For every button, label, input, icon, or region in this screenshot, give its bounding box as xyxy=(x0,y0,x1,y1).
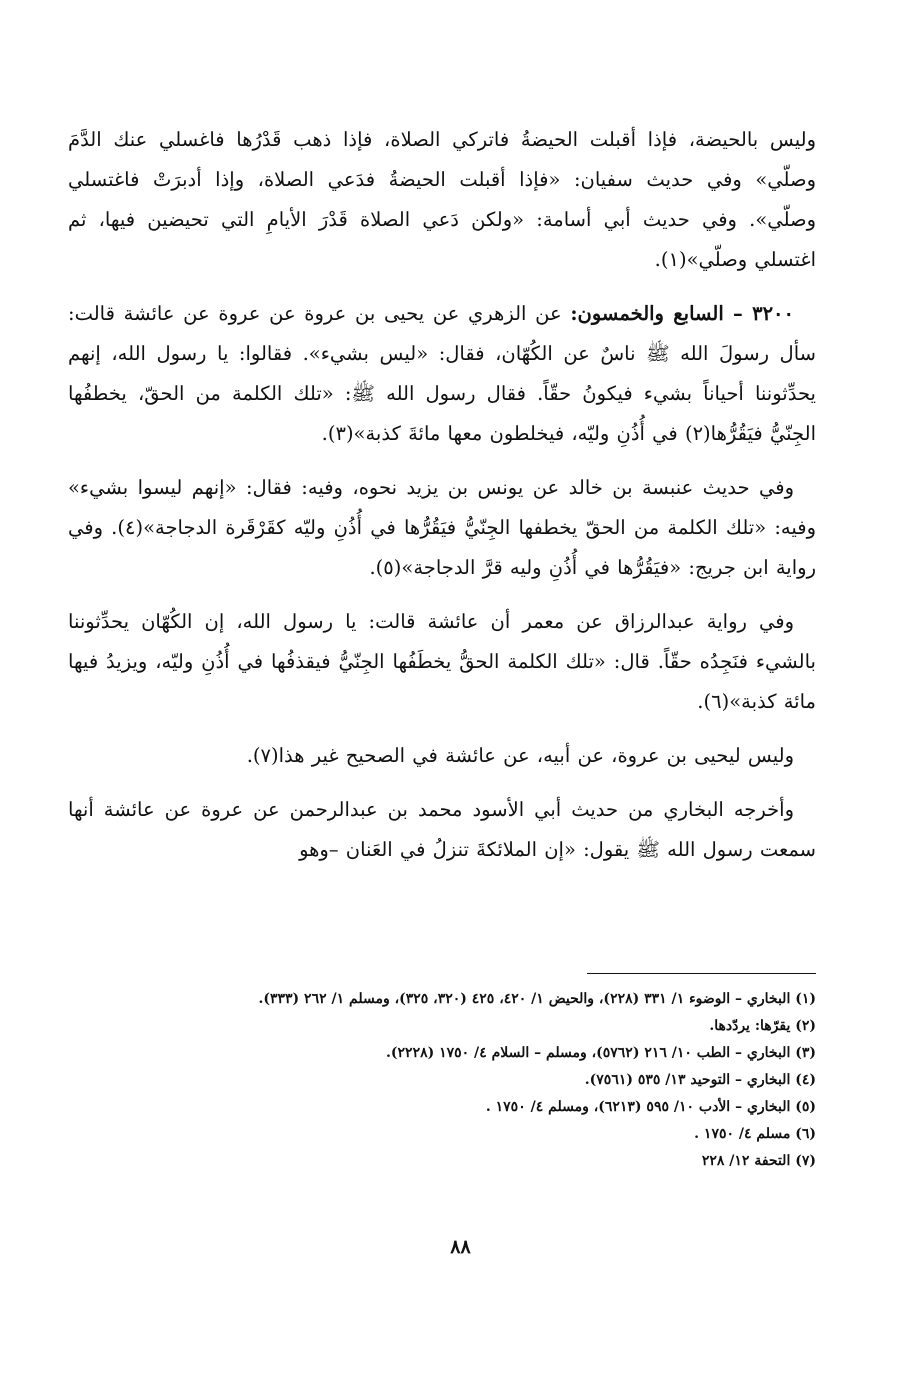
paragraph-5 xyxy=(68,736,816,776)
paragraph-text: وفي رواية عبدالرزاق عن معمر أن عائشة قالت: يا رسول الله، إن الكُهّان يحدِّثوننا بالشيء فنَجِدُه حقّاً. قال: «تلك الكلمة الحقُّ يخطَفُها الجِنّيُّ فيقذفُها في أُذُنِ وليّه، ويزيدُ فيها مائة كذبة»(٦). xyxy=(68,610,816,713)
page-number: ٨٨ xyxy=(450,1236,471,1258)
paragraph-text: عن الزهري عن يحيى بن عروة عن عروة عن عائشة قالت: سأل رسولَ الله ﷺ ناسٌ عن الكُهّان، فقال: «ليس بشيء». فقالوا: يا رسول الله، إنهم يحدِّثوننا أحياناً بشيء فيكونُ حقّاً. فقال رسول الله ﷺ: «تلك الكلمة من الحقّ، يخطفُها الجِنّيُّ فيَقُرُّها(٢) في أُذُنِ وليّه، فيخلطون معها مائةَ كذبة»(٣). xyxy=(68,302,816,445)
paragraph-3 xyxy=(68,468,816,588)
paragraph-text: وأخرجه البخاري من حديث أبي الأسود محمد بن عبدالرحمن عن عروة عن عائشة أنها سمعت رسول الله ﷺ يقول: «إن الملائكةَ تنزلُ في العَنان –وهو xyxy=(68,798,816,861)
paragraph-text: وليس بالحيضة، فإذا أقبلت الحيضةُ فاتركي الصلاة، فإذا ذهب قَدْرُها فاغسلي عنك الدَّمَ وصلّي» وفي حديث سفيان: «فإذا أقبلت الحيضةُ فدَعي الصلاة، وإذا أدبرَتْ فاغتسلي وصلّي». وفي حديث أبي أسامة: «ولكن دَعي الصلاة قَدْرَ الأيامِ التي تحيضين فيها، ثم اغتسلي وصلّي»(١). xyxy=(68,128,816,271)
footnote-4: (٤) البخاري – التوحيد ١٣/ ٥٣٥ (٧٥٦١). xyxy=(584,1072,816,1088)
footnote-3: (٣) البخاري – الطب ١٠/ ٢١٦ (٥٧٦٢)، ومسلم – السلام ٤/ ١٧٥٠ (٢٢٢٨). xyxy=(386,1045,816,1061)
footnote-6: (٦) مسلم ٤/ ١٧٥٠ . xyxy=(694,1126,816,1142)
footnotes xyxy=(68,986,816,1175)
footnote-separator xyxy=(587,973,816,974)
footnote-2: (٢) يقرّها: يردّدها. xyxy=(709,1018,816,1034)
footnote-7: (٧) التحفة ١٢/ ٢٢٨ xyxy=(701,1153,816,1169)
paragraph-6 xyxy=(68,790,816,870)
paragraph-1 xyxy=(68,120,816,280)
paragraph-4 xyxy=(68,602,816,722)
footnote-1: (١) البخاري – الوضوء ١/ ٣٣١ (٢٢٨)، والحيض ١/ ٤٢٠، ٤٢٥ (٣٢٠، ٣٢٥)، ومسلم ١/ ٢٦٢ (٣٣٣). xyxy=(258,991,816,1007)
paragraph-text: وفي حديث عنبسة بن خالد عن يونس بن يزيد نحوه، وفيه: فقال: «إنهم ليسوا بشيء» وفيه: «تلك الكلمة من الحقّ يخطفها الجِنّيُّ فيَقُرُّها في أُذُنِ وليّه كقَرْقَرة الدجاجة»(٤). وفي رواية ابن جريج: «فيَقُرُّها في أُذُنِ وليه قرَّ الدجاجة»(٥). xyxy=(68,476,816,579)
hadith-heading: ٣٢٠٠ – السابع والخمسون: xyxy=(570,302,795,325)
main-text-block xyxy=(68,120,816,884)
footnote-5: (٥) البخاري – الأدب ١٠/ ٥٩٥ (٦٢١٣)، ومسلم ٤/ ١٧٥٠ . xyxy=(485,1099,816,1115)
paragraph-2 xyxy=(68,294,816,454)
paragraph-text: وليس ليحيى بن عروة، عن أبيه، عن عائشة في الصحيح غير هذا(٧). xyxy=(246,744,794,767)
